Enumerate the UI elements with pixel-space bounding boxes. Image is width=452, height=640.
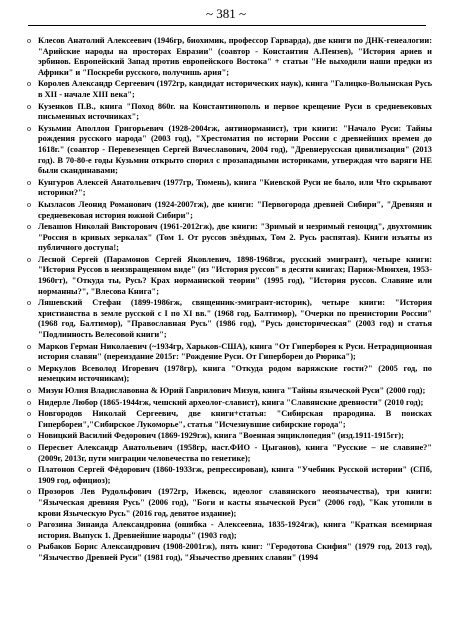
list-item [27,341,432,363]
list-item [27,254,432,297]
entry-text: Ляшевский Стефан (1899-1986гж, священник-эмигрант-историк), четыре книги: "История христианства в земле русской с I по XI вв." (1968 год, Балтимор), "Очерки по пренистории России" (1968 год, Балтимор), "Православная Русь" (1986 год), "Русь доисторическая" (2003 год) и статья "Подлинность Велесовой книги"; [38,298,432,340]
list-item [27,487,432,519]
list-item [27,177,432,199]
entry-text: Платонов Сергей Фёдорович (1860-1933гж, репрессирован), книга "Учебник Русской истории" (СПб, 1909 год, официоз); [38,465,432,485]
bibliography-list [27,36,432,565]
bullet-icon: o [27,341,31,351]
list-item [27,386,432,397]
bullet-icon: o [27,409,31,419]
bullet-icon: o [27,298,31,308]
bullet-icon: o [27,36,31,45]
entry-text: Кызласов Леонид Романович (1924-2007гж), две книги: "Первогорода древней Сибири", "Древняя и средневековая история южной Сибири"; [38,199,432,220]
bullet-icon: o [27,397,31,407]
bullet-icon: o [27,520,31,530]
bullet-icon: o [27,363,31,373]
bullet-icon: o [27,199,31,209]
list-item [27,36,432,78]
list-item [27,397,432,409]
bullet-icon: o [27,254,31,264]
page-number: ~ 381 ~ [205,6,247,21]
bullet-icon: o [27,222,31,232]
bullet-icon: o [27,442,31,452]
bullet-icon: o [27,465,31,475]
list-item [27,222,432,254]
entry-text: Рагозина Зинаида Александровна (ошибка - Алексеевна, 1835-1924гж), книга "Краткая всемирная история. Выпуск 1. Древнейшие народы" (1903 год); [38,520,432,540]
entry-text: Кузьмин Аполлон Григорьевич (1928-2004гж, антинорманист), три книги: "Начало Руси: Тайны рождения русского народа" (2003 год), "Хрестоматия по истории России с древнейших времен до 1618г." (соавтор - Перевезенцев Сергей Вячеславович, 2004 год), "Древнерусская цивилизация" (2013 год). В 70-80-е годы Кузьмин открыто спорил с прозападными историками, утверждая что варяги НЕ были скандинавами; [38,123,432,176]
header-rule [28,25,426,26]
entry-text: Нидерле Любор (1865-1944гж, чешский археолог-славист), книга "Славянские древности" (2010 год); [38,397,424,407]
entry-text: Лесной Сергей (Парамонов Сергей Яковлевич, 1898-1968гж, русский эмигрант), четыре книги: "История Руссов в неизвращенном виде" (из "История руссов" в десяти книгах; Париж-Мюнхен, 1953-1960гт), "Откуда ты, Русь? Крах норманнской теории" (1995 год), "История руссов. Славяне или норманны?", "Влесова Книга"; [38,254,432,296]
entry-text: Мизун Юлия Владиславовна & Юрий Гаврилович Мизун, книга "Тайны языческой Руси" (2000 год); [38,386,426,395]
list-item [27,123,432,177]
entry-text: Левашов Николай Викторович (1961-2012гж), две книги: "Зримый и незримый геноцид", двухтомник "Россия в кривых зеркалах" (Том 1. От руссов звёздных, Том 2. Русь распятая). Книги изъяты из публичного доступа!; [38,222,432,253]
bullet-icon: o [27,487,31,497]
list-item [27,363,432,385]
entry-text: Кунгуров Алексей Анатольевич (1977гр, Тюмень), книга "Киевской Руси не было, или Что скрывают историки?"; [38,177,432,198]
list-item [27,409,432,430]
entry-text: Клесов Анатолий Алексеевич (1946гр, биохимик, профессор Гарварда), две книги по ДНК-генеалогии: "Арийские народы на просторах Евразии" (соавтор - Константин А.Пензев), "История ариев и эрбинов. Европейский Запад против европейского Востока" + статьи "Не выходили наши предки из Африки" и "Поскреби русского, получишь ария"; [38,36,432,77]
list-item [27,520,432,541]
entry-text: Новицкий Василий Федорович (1869-1929гж), книга "Военная энциклопедия" (изд.1911-1915гг); [38,431,404,441]
entry-text: Кузенков П.В., книга "Поход 860г. на Константинополь и первое крещение Руси в средневековых письменных источниках"; [38,101,432,122]
entry-text: Марков Герман Николаевич (~1934гр, Харьков-США), книга "От Гиперборея к Руси. Нетрадиционная история славян" (переиздание 2015г: "Рождение Руси. От Гипербореи до Рюрика"); [38,341,432,362]
list-item [27,431,432,442]
bullet-icon: o [27,101,31,111]
entry-text: Меркулов Всеволод Игоревич (1978гр), книга "Откуда родом варяжские гости?" (2005 год, по немецким источникам); [38,363,432,384]
list-item [27,79,432,100]
bullet-icon: o [27,386,31,395]
bullet-icon: o [27,123,31,133]
entry-text: Рыбаков Борис Александрович (1908-2001гж), пять книг: "Геродотова Скифия" (1979 год, 2013 год), "Язычество Древней Руси" (1981 год), "Язычество древних славян" (1994 [38,542,432,562]
list-item [27,199,432,221]
list-item [27,542,432,563]
bullet-icon: o [27,79,31,89]
entry-text: Пересвет Александр Анатольевич (1958гр, наст.ФИО - Цыганов), книга "Русские – не славяне?" (2009г, 2013г, пути миграции человечества по генетике); [38,442,432,463]
list-item [27,442,432,464]
list-item [27,298,432,340]
entry-text: Прозоров Лев Рудольфович (1972гр, Ижевск, идеолог славянского неоязычества), три книги: "Языческая древняя Русь" (2006 год), "Боги и касты языческой Руси" (2006 год), "Как утопили в крови Языческую Русь" (2016 год, девятое издание); [38,487,432,518]
entry-text: Новгородов Николай Сергеевич, две книги+статья: "Сибирская прародина. В поисках Гипербореи","Сибирское Лукоморье", статья "Исчезнувшие сибирские города"; [38,409,432,429]
list-item [27,465,432,486]
bullet-icon: o [27,177,31,187]
entry-text: Королев Александр Сергеевич (1972гр, кандидат исторических наук), книга "Галицко-Волынская Русь в XII - начале XIII века"; [38,79,432,99]
bullet-icon: o [27,431,31,441]
bullet-icon: o [27,542,31,552]
list-item [27,101,432,123]
